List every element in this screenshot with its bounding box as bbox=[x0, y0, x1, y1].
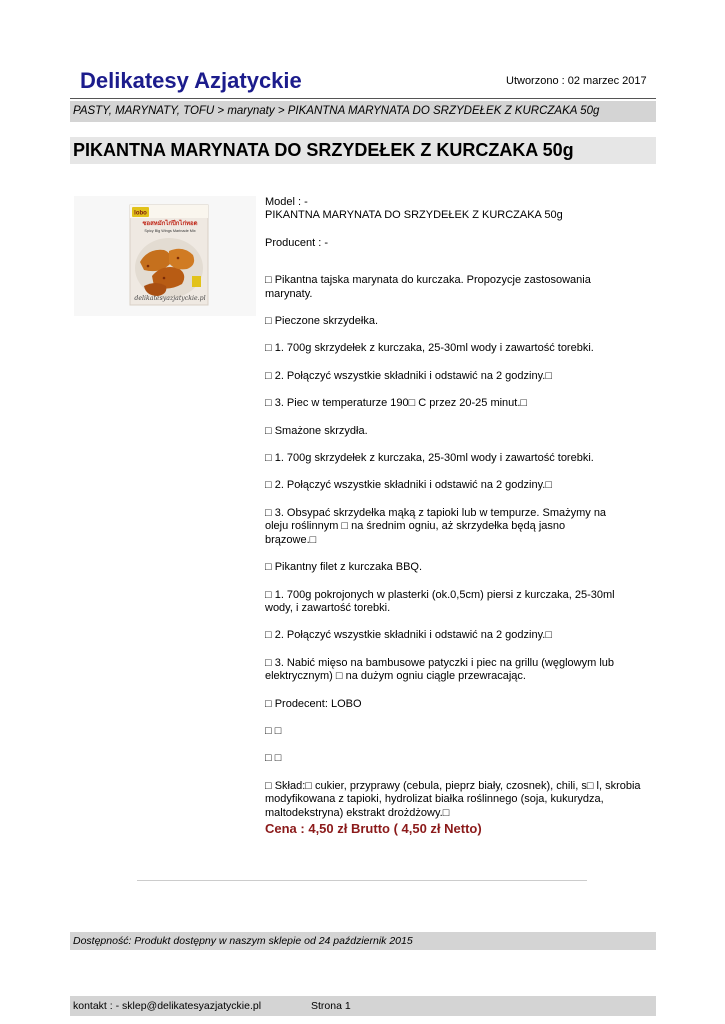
description-line: wody, i zawartość torebki. bbox=[265, 601, 391, 614]
description-paragraph bbox=[265, 629, 650, 642]
description-line: □ □ bbox=[265, 724, 282, 737]
description-line: □ Pieczone skrzydełka. bbox=[265, 315, 379, 328]
producer: Producent : - bbox=[265, 236, 328, 249]
description-line: brązowe.□ bbox=[265, 533, 317, 546]
description-line: modyfikowana z tapioki, hydrolizat białka roślinnego (soja, kukurydza, bbox=[265, 793, 604, 806]
thai-caption-text: ซอสหมักไก่ปีกไก่ทอด bbox=[142, 220, 198, 227]
description-line: □ 3. Piec w temperaturze 190□ C przez 20-25 minut.□ bbox=[265, 397, 528, 410]
footer bbox=[70, 996, 656, 1016]
description-paragraph bbox=[265, 342, 650, 355]
description-paragraph bbox=[265, 370, 650, 383]
description-line: maltodekstryna) ekstrakt drożdżowy.□ bbox=[265, 806, 450, 819]
description-line: □ 1. 700g skrzydełek z kurczaka, 25-30ml wody i zawartość torebki. bbox=[265, 452, 594, 465]
description-line: □ 1. 700g pokrojonych w plasterki (ok.0,5cm) piersi z kurczaka, 25-30ml bbox=[265, 588, 615, 601]
english-caption-text: Spicy Big Wings Marinade Mix bbox=[144, 229, 196, 233]
description-line: □ 3. Obsypać skrzydełka mąką z tapioki lub w tempurze. Smażymy na bbox=[265, 506, 607, 519]
store-name: Delikatesy Azjatyckie bbox=[80, 68, 302, 93]
availability: Dostępność: Produkt dostępny w naszym sklepie od 24 październik 2015 bbox=[70, 932, 656, 950]
description-paragraph bbox=[265, 397, 650, 410]
description-line: □ Smażone skrzydła. bbox=[265, 424, 368, 437]
product-details bbox=[265, 196, 650, 837]
description-paragraph bbox=[265, 589, 650, 616]
description-paragraph bbox=[265, 725, 650, 738]
description-line: marynaty. bbox=[265, 287, 313, 300]
price: Cena : 4,50 zł Brutto ( 4,50 zł Netto) bbox=[265, 820, 482, 836]
footer-contact: kontakt : - sklep@delikatesyazjatyckie.pl bbox=[73, 1000, 262, 1012]
model-name: PIKANTNA MARYNATA DO SRZYDEŁEK Z KURCZAKA 50g bbox=[265, 209, 563, 222]
description-paragraph bbox=[265, 452, 650, 465]
description-paragraph bbox=[265, 752, 650, 765]
description-paragraph bbox=[265, 657, 650, 684]
description-paragraph bbox=[265, 507, 650, 547]
description bbox=[265, 274, 650, 820]
product-image bbox=[74, 196, 256, 316]
watermark-text: delikatesyazjatyckie.pl bbox=[134, 295, 206, 302]
footer-page-number: Strona 1 bbox=[311, 1000, 351, 1012]
model-label: Model : - bbox=[265, 196, 308, 208]
page-title: PIKANTNA MARYNATA DO SRZYDEŁEK Z KURCZAKA 50g bbox=[70, 137, 656, 164]
description-line: □ Skład:□ cukier, przyprawy (cebula, pieprz biały, czosnek), chili, s□ l, skrobia bbox=[265, 779, 641, 792]
description-line: □ 2. Połączyć wszystkie składniki i odstawić na 2 godziny.□ bbox=[265, 629, 552, 642]
description-line: □ □ bbox=[265, 752, 282, 765]
description-line: □ 3. Nabić mięso na bambusowe patyczki i piec na grillu (węglowym lub bbox=[265, 656, 615, 669]
description-line: □ Pikantny filet z kurczaka BBQ. bbox=[265, 561, 423, 574]
description-line: □ 1. 700g skrzydełek z kurczaka, 25-30ml wody i zawartość torebki. bbox=[265, 342, 594, 355]
description-paragraph bbox=[265, 315, 650, 328]
description-paragraph bbox=[265, 561, 650, 574]
description-line: □ Prodecent: LOBO bbox=[265, 697, 362, 710]
description-paragraph bbox=[265, 698, 650, 711]
description-line: □ Pikantna tajska marynata do kurczaka. Propozycje zastosowania bbox=[265, 274, 591, 287]
description-paragraph bbox=[265, 274, 650, 301]
content-divider bbox=[137, 880, 587, 881]
description-paragraph bbox=[265, 425, 650, 438]
product-package-illustration bbox=[74, 196, 256, 316]
brand-mark-text: lobo bbox=[134, 210, 147, 217]
description-line: oleju roślinnym □ na średnim ogniu, aż skrzydełka będą jasno bbox=[265, 520, 566, 533]
breadcrumb: PASTY, MARYNATY, TOFU > marynaty > PIKANTNA MARYNATA DO SRZYDEŁEK Z KURCZAKA 50g bbox=[70, 101, 656, 122]
created-date: Utworzono : 02 marzec 2017 bbox=[506, 75, 647, 87]
header-divider bbox=[70, 98, 656, 99]
description-line: □ 2. Połączyć wszystkie składniki i odstawić na 2 godziny.□ bbox=[265, 369, 552, 382]
description-line: elektrycznym) □ na dużym ogniu ciągle przewracając. bbox=[265, 670, 526, 683]
description-paragraph bbox=[265, 479, 650, 492]
description-line: □ 2. Połączyć wszystkie składniki i odstawić na 2 godziny.□ bbox=[265, 479, 552, 492]
description-paragraph bbox=[265, 780, 650, 820]
